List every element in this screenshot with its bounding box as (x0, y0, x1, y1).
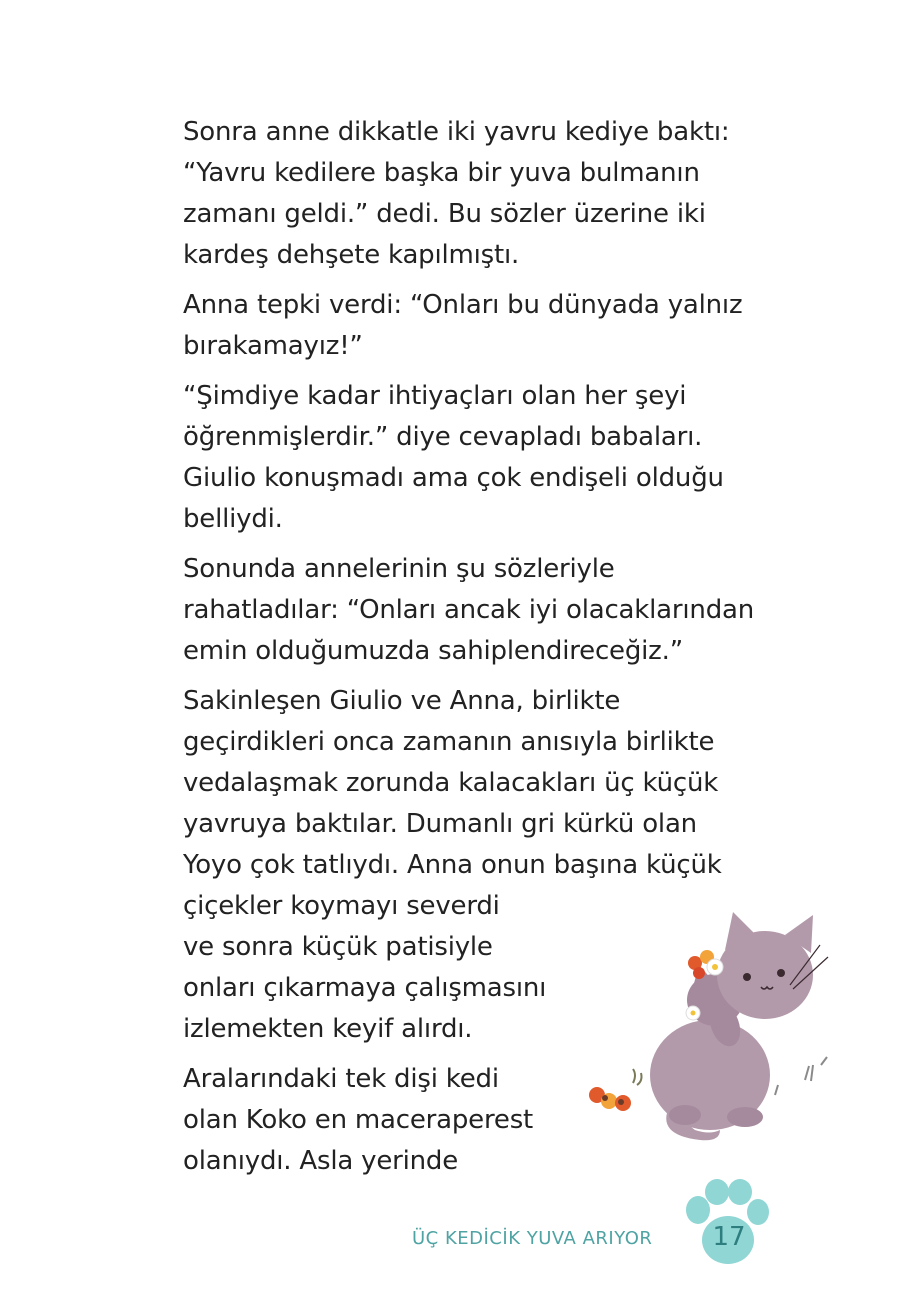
text-line: rahatladılar: “Onları ancak iyi olacaklarından (183, 595, 755, 625)
text-line: öğrenmişlerdir.” diye cevapladı babaları. (183, 422, 703, 452)
text-line: emin olduğumuzda sahiplendireceğiz.” (183, 636, 683, 666)
text-line: bırakamayız!” (183, 331, 363, 361)
text-line: Sakinleşen Giulio ve Anna, birlikte (183, 686, 621, 716)
grass-icon (775, 1057, 827, 1095)
paragraph (183, 376, 783, 540)
text-line: yavruya baktılar. Dumanlı gri kürkü olan (183, 809, 697, 839)
text-line: kardeş dehşete kapılmıştı. (183, 240, 520, 270)
text-line: Yoyo çok tatlıydı. Anna onun başına küçük (183, 850, 722, 880)
text-line: “Şimdiye kadar ihtiyaçları olan her şeyi (183, 381, 687, 411)
ground-flowers-icon (589, 1069, 642, 1111)
paragraph (183, 549, 783, 672)
text-line: onları çıkarmaya çalışmasını (183, 973, 547, 1003)
text-line: belliydi. (183, 504, 283, 534)
text-line: olan Koko en maceraperest (183, 1105, 534, 1135)
text-line: olanıydı. Asla yerinde (183, 1146, 459, 1176)
text-line: çiçekler koymayı severdi (183, 891, 500, 921)
page-number: 17 (712, 1222, 746, 1252)
paragraph (183, 285, 783, 367)
text-line: ve sonra küçük patisiyle (183, 932, 493, 962)
text-line: geçirdikleri onca zamanın anısıyla birlikte (183, 727, 715, 757)
book-title-footer: ÜÇ KEDİCİK YUVA ARIYOR (412, 1228, 653, 1249)
kitten-with-flowers-illustration (575, 905, 840, 1155)
text-line: Anna tepki verdi: “Onları bu dünyada yalnız (183, 290, 743, 320)
text-line: Sonra anne dikkatle iki yavru kediye baktı: (183, 117, 730, 147)
text-line: vedalaşmak zorunda kalacakları üç küçük (183, 768, 719, 798)
text-line: “Yavru kedilere başka bir yuva bulmanın (183, 158, 700, 188)
text-line: Sonunda annelerinin şu sözleriyle (183, 554, 615, 584)
text-line: zamanı geldi.” dedi. Bu sözler üzerine iki (183, 199, 706, 229)
text-line: Giulio konuşmadı ama çok endişeli olduğu (183, 463, 724, 493)
text-line: Aralarındaki tek dişi kedi (183, 1064, 499, 1094)
text-line: izlemekten keyif alırdı. (183, 1014, 473, 1044)
paragraph (183, 112, 783, 276)
